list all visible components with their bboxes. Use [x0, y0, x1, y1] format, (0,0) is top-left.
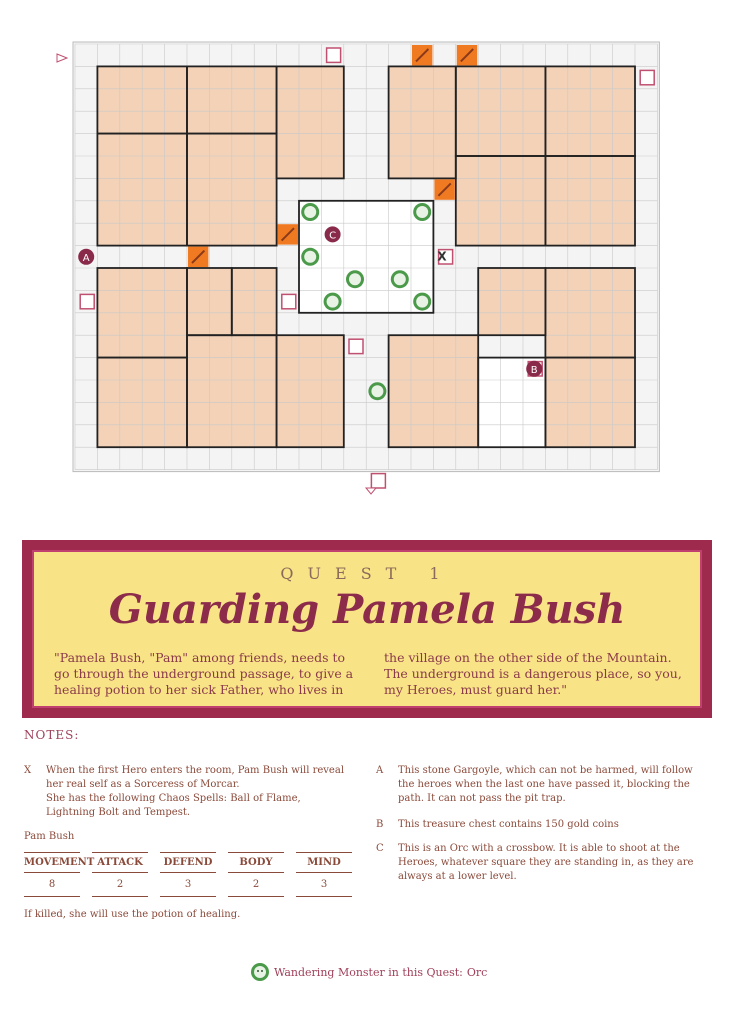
- quest-map: [0, 0, 729, 510]
- intro-text-right: the village on the other side of the Mountain. The underground is a dangerous place, so you, my Heroes, must guard her.": [384, 650, 682, 697]
- note-c-text: This is an Orc with a crossbow. It is able to shoot at the Heroes, whatever square they are standing in, as they are always at a lower level.: [398, 843, 694, 882]
- orc-face: [416, 296, 428, 308]
- orc-face: [327, 296, 339, 308]
- door-icon: [371, 474, 385, 488]
- note-a-key: A: [376, 765, 384, 776]
- orc-face: [416, 206, 428, 218]
- room-2: [277, 66, 344, 178]
- wandering-monster: Orc: [466, 965, 488, 979]
- door-icon: [80, 294, 94, 308]
- note-x-text-1: When the first Hero enters the room, Pam Bush will reveal her real self as a Sorceress of Morcar.: [46, 765, 345, 790]
- marker-label: B: [530, 364, 538, 376]
- orc-face: [304, 251, 316, 263]
- stat-label: MIND: [296, 852, 352, 873]
- room-18: [478, 268, 545, 335]
- note-x-text-2: She has the following Chaos Spells: Ball of Flame, Lightning Bolt and Tempest.: [46, 793, 301, 818]
- note-b: [376, 818, 703, 832]
- stat-attack: [92, 852, 148, 897]
- stat-value: 2: [228, 873, 284, 897]
- note-a: [376, 764, 703, 806]
- note-x-key: X: [24, 765, 32, 776]
- note-b-text: This treasure chest contains 150 gold coins: [398, 819, 619, 830]
- pam-killed-note: If killed, she will use the potion of healing.: [24, 909, 241, 920]
- wandering-monster-line: [250, 962, 487, 982]
- pam-label: Pam Bush: [24, 831, 75, 842]
- entry-arrow-icon: [57, 54, 67, 62]
- stat-label: DEFEND: [160, 852, 216, 873]
- orc-face: [394, 273, 406, 285]
- note-c: [376, 842, 703, 884]
- orc-icon: [250, 962, 270, 982]
- stat-value: 2: [92, 873, 148, 897]
- door-icon: [327, 48, 341, 62]
- orc-face: [304, 206, 316, 218]
- marker-label: A: [82, 252, 90, 264]
- stat-value: 3: [296, 873, 352, 897]
- exit-arrow-icon: [366, 488, 376, 494]
- quest-banner: [22, 540, 712, 718]
- room-14: [277, 335, 344, 447]
- note-b-key: B: [376, 819, 384, 830]
- stat-movement: [24, 852, 95, 897]
- wandering-label: Wandering Monster in this Quest:: [274, 965, 463, 979]
- room-5: [389, 66, 456, 178]
- stat-label: BODY: [228, 852, 284, 873]
- door-icon: [349, 339, 363, 353]
- door-icon: [640, 70, 654, 84]
- marker-label: C: [329, 230, 337, 242]
- stat-value: 8: [24, 873, 80, 897]
- quest-number: QUEST 1: [280, 564, 454, 583]
- door-icon: [282, 294, 296, 308]
- stat-label: ATTACK: [92, 852, 148, 873]
- note-a-text: This stone Gargoyle, which can not be harmed, will follow the heroes when the last one have passed it, blocking the path. It can not pass the pit trap.: [398, 765, 693, 804]
- orc-face: [371, 385, 383, 397]
- quest-title: Guarding Pamela Bush: [108, 586, 626, 633]
- stat-body: [228, 852, 284, 897]
- x-mark: X: [437, 249, 447, 264]
- note-c-key: C: [376, 843, 384, 854]
- stat-value: 3: [160, 873, 216, 897]
- note-x: [24, 764, 351, 820]
- intro-text-left: "Pamela Bush, "Pam" among friends, needs to go through the underground passage, to give a healing potion to her sick Father, who lives in: [54, 650, 354, 697]
- notes-heading: NOTES:: [24, 728, 80, 742]
- orc-face: [349, 273, 361, 285]
- stat-defend: [160, 852, 216, 897]
- stat-mind: [296, 852, 352, 897]
- stat-label: MOVEMENT: [24, 852, 80, 873]
